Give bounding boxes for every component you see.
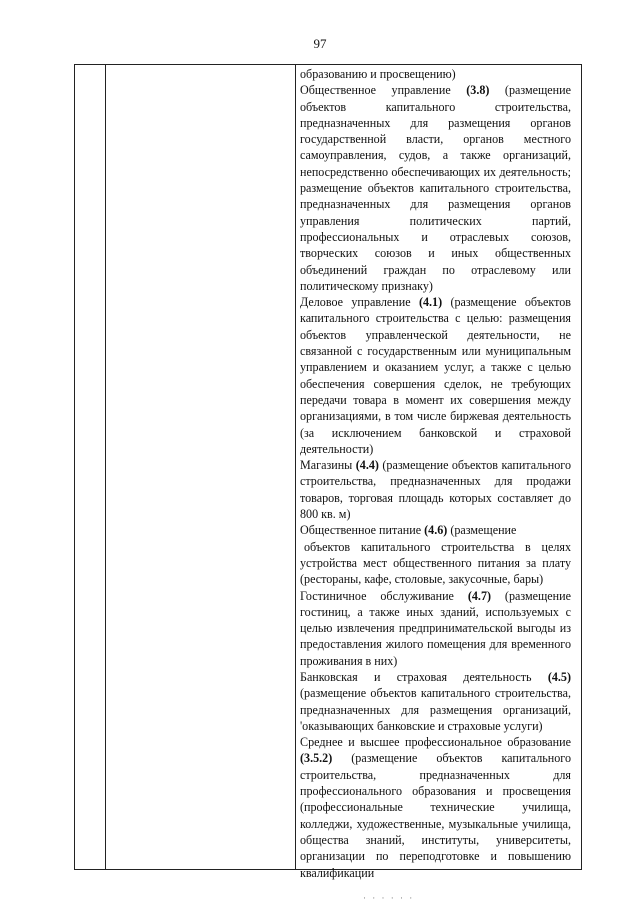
text-paragraph: Банковская и страховая деятельность (4.5) (размещение объектов капитального строительства, предназначенных для размещения организаций, 'оказывающих банковские и страховые услуги): [300, 669, 571, 733]
text-paragraph: объектов капитального строительства в целях устройства мест общественного питания за плату (рестораны, кафе, столовые, закусочные, бары): [300, 539, 571, 587]
page-number: 97: [313, 36, 327, 51]
text-paragraph: Деловое управление (4.1) (размещение объектов капитального строительства с целью: размещения объектов управленческой деятельности, не связанной с государственным или муниципальным управлением и оказанием услуг, а также с целью обеспечения совершения сделок, не требующих передачи товара в момент их совершения между организациями, в том числе биржевая деятельность (за исключением банковской и страховой деятельности): [300, 295, 571, 456]
permitted-use-cell: [300, 66, 571, 881]
text-paragraph: Общественное питание (4.6) (размещение: [300, 523, 517, 538]
scan-artifact: · · · · · ·: [363, 893, 415, 903]
text-paragraph: Общественное управление (3.8) (размещение объектов капитального строительства, предназначенных для размещения органов государственной власти, органов местного самоуправления, судов, а также организаций, непосредственно обеспечивающих их деятельность; размещение объектов капитального строительства, предназначенных для размещения органов управления политических партий, профессиональных и отраслевых союзов, творческих союзов и иных общественных объединений граждан по отраслевому или политическому признаку): [300, 83, 571, 293]
text-paragraph: Гостиничное обслуживание (4.7) (размещение гостиниц, а также иных зданий, используемых с целью извлечения предпринимательской выгоды из предоставления жилого помещения для временного проживания в них): [300, 588, 571, 668]
text-paragraph: Магазины (4.4) (размещение объектов капитального строительства, предназначенных для продажи товаров, торговая площадь которых составляет до 800 кв. м): [300, 458, 571, 522]
column-divider: [295, 65, 296, 869]
column-divider: [105, 65, 106, 869]
text-paragraph: Среднее и высшее профессиональное образование (3.5.2) (размещение объектов капитального строительства, предназначенных для профессионального образования и просвещения (профессиональные технические училища, колледжи, художественные, музыкальные училища, общества знаний, институты, университеты, организации по переподготовке и повышению квалификации: [300, 735, 571, 880]
document-table: [74, 64, 582, 880]
text-paragraph: образованию и просвещению): [300, 67, 456, 81]
